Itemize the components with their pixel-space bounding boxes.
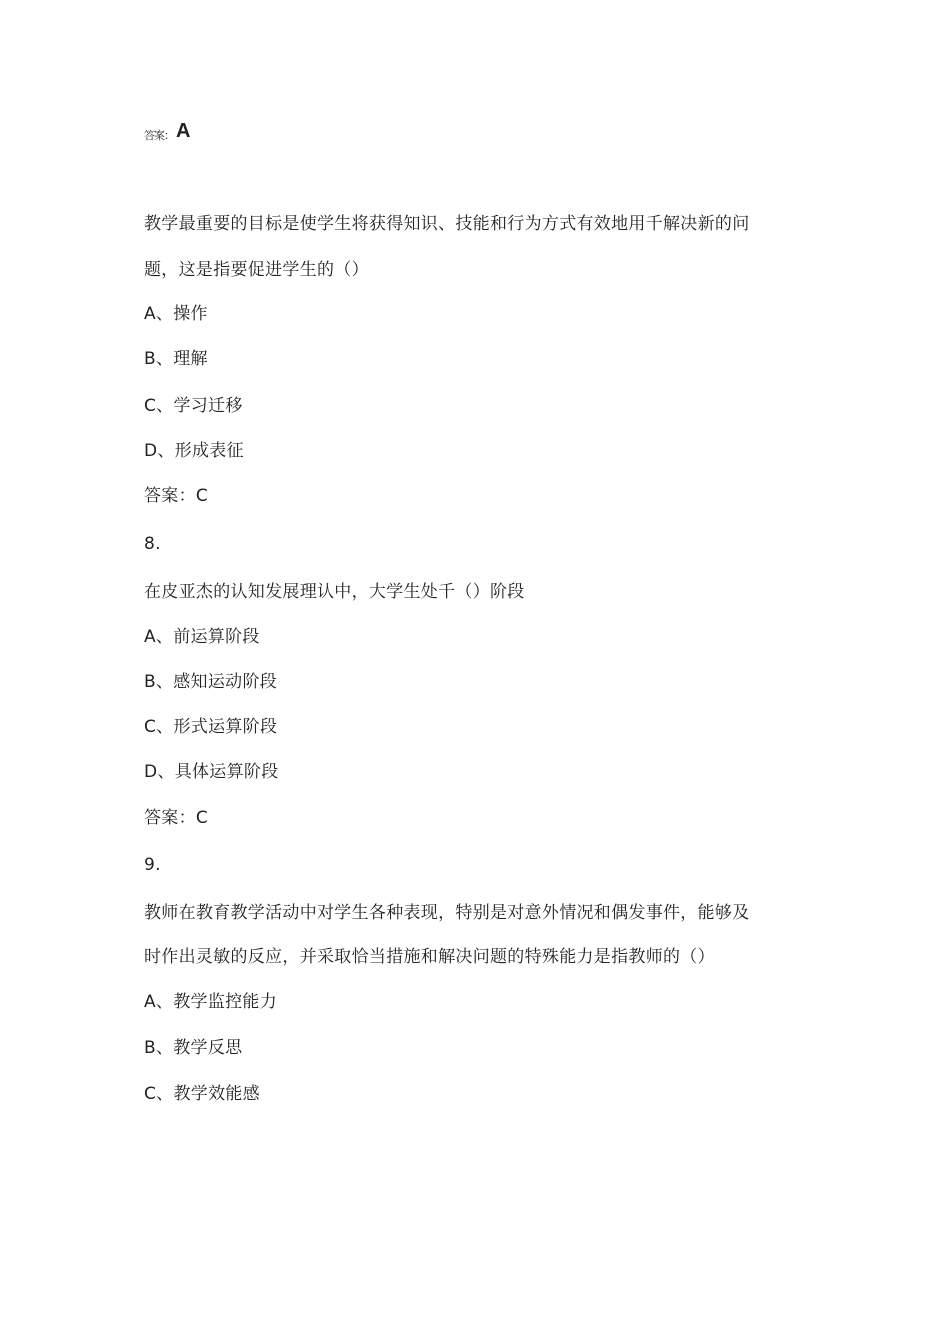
question-7-answer: 答案：C [144, 486, 209, 506]
previous-answer [144, 120, 190, 146]
question-9-text-line-1: 教师在教育教学活动中对学生各种表现，特别是对意外情况和偶发事件，能够及 [144, 903, 750, 923]
question-7-text-line-1: 教学最重要的目标是使学生将获得知识、技能和行为方式有效地用千解决新的问 [144, 214, 750, 234]
question-7-option-a: A、操作 [144, 304, 208, 324]
question-7-option-d: D、形成表征 [144, 441, 244, 461]
question-9-number: 9. [144, 855, 161, 875]
question-7-text-line-2: 题，这是指要促进学生的（） [144, 260, 369, 280]
previous-answer-value: A [176, 120, 191, 142]
question-8-text: 在皮亚杰的认知发展理认中，大学生处千（）阶段 [144, 582, 525, 602]
question-8-option-b: B、感知运动阶段 [144, 672, 278, 692]
question-8-number: 8. [144, 534, 161, 554]
question-7-option-c: C、学习迁移 [144, 396, 243, 416]
question-9-option-a: A、教学监控能力 [144, 992, 278, 1012]
question-9-text-line-2: 时作出灵敏的反应，并采取恰当措施和解决问题的特殊能力是指教师的（） [144, 947, 715, 967]
question-8-option-a: A、前运算阶段 [144, 627, 260, 647]
question-7-option-b: B、理解 [144, 349, 208, 369]
question-8-option-d: D、具体运算阶段 [144, 762, 279, 782]
question-9-option-c: C、教学效能感 [144, 1084, 260, 1104]
question-8-option-c: C、形式运算阶段 [144, 717, 278, 737]
question-9-option-b: B、教学反思 [144, 1038, 243, 1058]
previous-answer-label: 答案： [144, 129, 174, 142]
question-8-answer: 答案：C [144, 808, 209, 828]
